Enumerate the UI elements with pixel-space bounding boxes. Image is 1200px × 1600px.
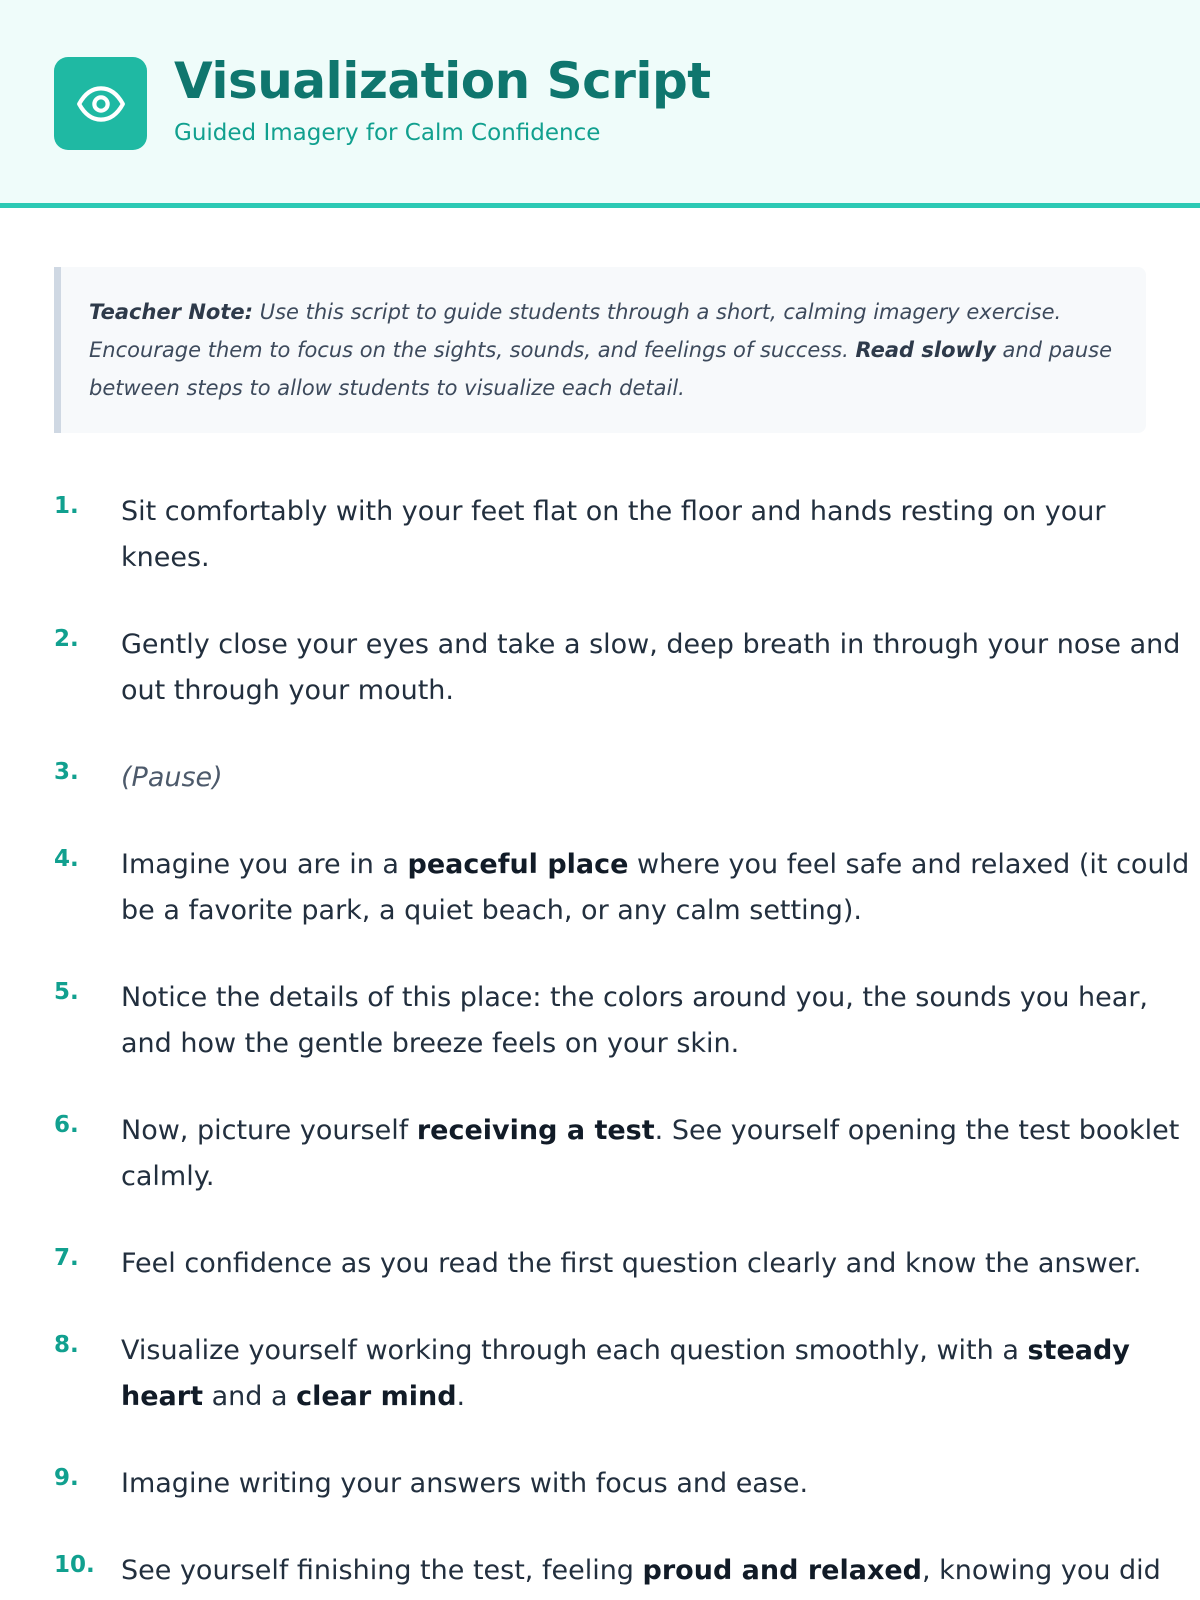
page-subtitle: Guided Imagery for Calm Confidence	[174, 120, 601, 146]
step-text-segment: (Pause)	[121, 762, 223, 793]
step-number: 6.	[54, 1112, 79, 1138]
step-number: 5.	[54, 979, 79, 1005]
step-text-segment: Now, picture yourself	[121, 1115, 417, 1146]
step-text-segment: Imagine you are in a	[121, 849, 408, 880]
step-text	[121, 1548, 1200, 1594]
step-number: 8.	[54, 1332, 79, 1358]
step-number: 2.	[54, 626, 79, 652]
step-text-segment: Sit comfortably with your feet flat on the floor and hands resting on your knees.	[121, 496, 1106, 573]
step-text	[121, 489, 1200, 581]
step-text-emphasis: clear mind	[296, 1381, 457, 1412]
step-text-segment: Notice the details of this place: the colors around you, the sounds you hear, and how the gentle breeze feels on your skin.	[121, 982, 1149, 1059]
step-number: 10.	[54, 1552, 95, 1578]
step-text-segment: Feel confidence as you read the first question clearly and know the answer.	[121, 1248, 1142, 1279]
step-text	[121, 975, 1200, 1067]
step-text-segment: .	[456, 1381, 466, 1412]
step-text	[121, 842, 1200, 934]
step-text-emphasis: peaceful place	[407, 849, 629, 880]
page-title: Visualization Script	[174, 52, 711, 110]
step-number: 9.	[54, 1465, 79, 1491]
step-text	[121, 1461, 1200, 1507]
step-number: 4.	[54, 846, 79, 872]
step-text-emphasis: receiving a test	[416, 1115, 655, 1146]
teacher-note-label: Teacher Note:	[89, 300, 254, 324]
step-number: 7.	[54, 1245, 79, 1271]
step-text-emphasis: proud and relaxed	[642, 1555, 922, 1586]
step-text	[121, 1108, 1200, 1200]
step-number: 3.	[54, 759, 79, 785]
teacher-note-text-end: and pause between steps to allow students to visualize each detail.	[89, 338, 1113, 400]
step-text-segment: and a	[202, 1381, 297, 1412]
step-text-segment: Visualize yourself working through each question smoothly, with a	[121, 1335, 1028, 1366]
step-text-segment: See yourself finishing the test, feeling	[121, 1555, 643, 1586]
teacher-note-emphasis: Read slowly	[855, 338, 996, 362]
step-text	[121, 1328, 1200, 1420]
step-text	[121, 755, 1200, 801]
step-text	[121, 622, 1200, 714]
step-text-segment: Gently close your eyes and take a slow, deep breath in through your nose and out through your mouth.	[121, 629, 1181, 706]
step-text-segment: , knowing you did	[922, 1555, 1161, 1586]
teacher-note-text: Use this script to guide students through a short, calming imagery exercise. Encourage them to focus on the sights, sounds, and feelings of success.	[89, 300, 1062, 362]
step-text-segment: where you feel safe and relaxed (it could be a favorite park, a quiet beach, or any calm setting).	[121, 849, 1190, 926]
step-text-segment: Imagine writing your answers with focus and ease.	[121, 1468, 809, 1499]
step-number: 1.	[54, 493, 79, 519]
step-text	[121, 1241, 1200, 1287]
step-text-segment: . See yourself opening the test booklet calmly.	[121, 1115, 1180, 1192]
step-text-emphasis: steady heart	[121, 1335, 1130, 1412]
